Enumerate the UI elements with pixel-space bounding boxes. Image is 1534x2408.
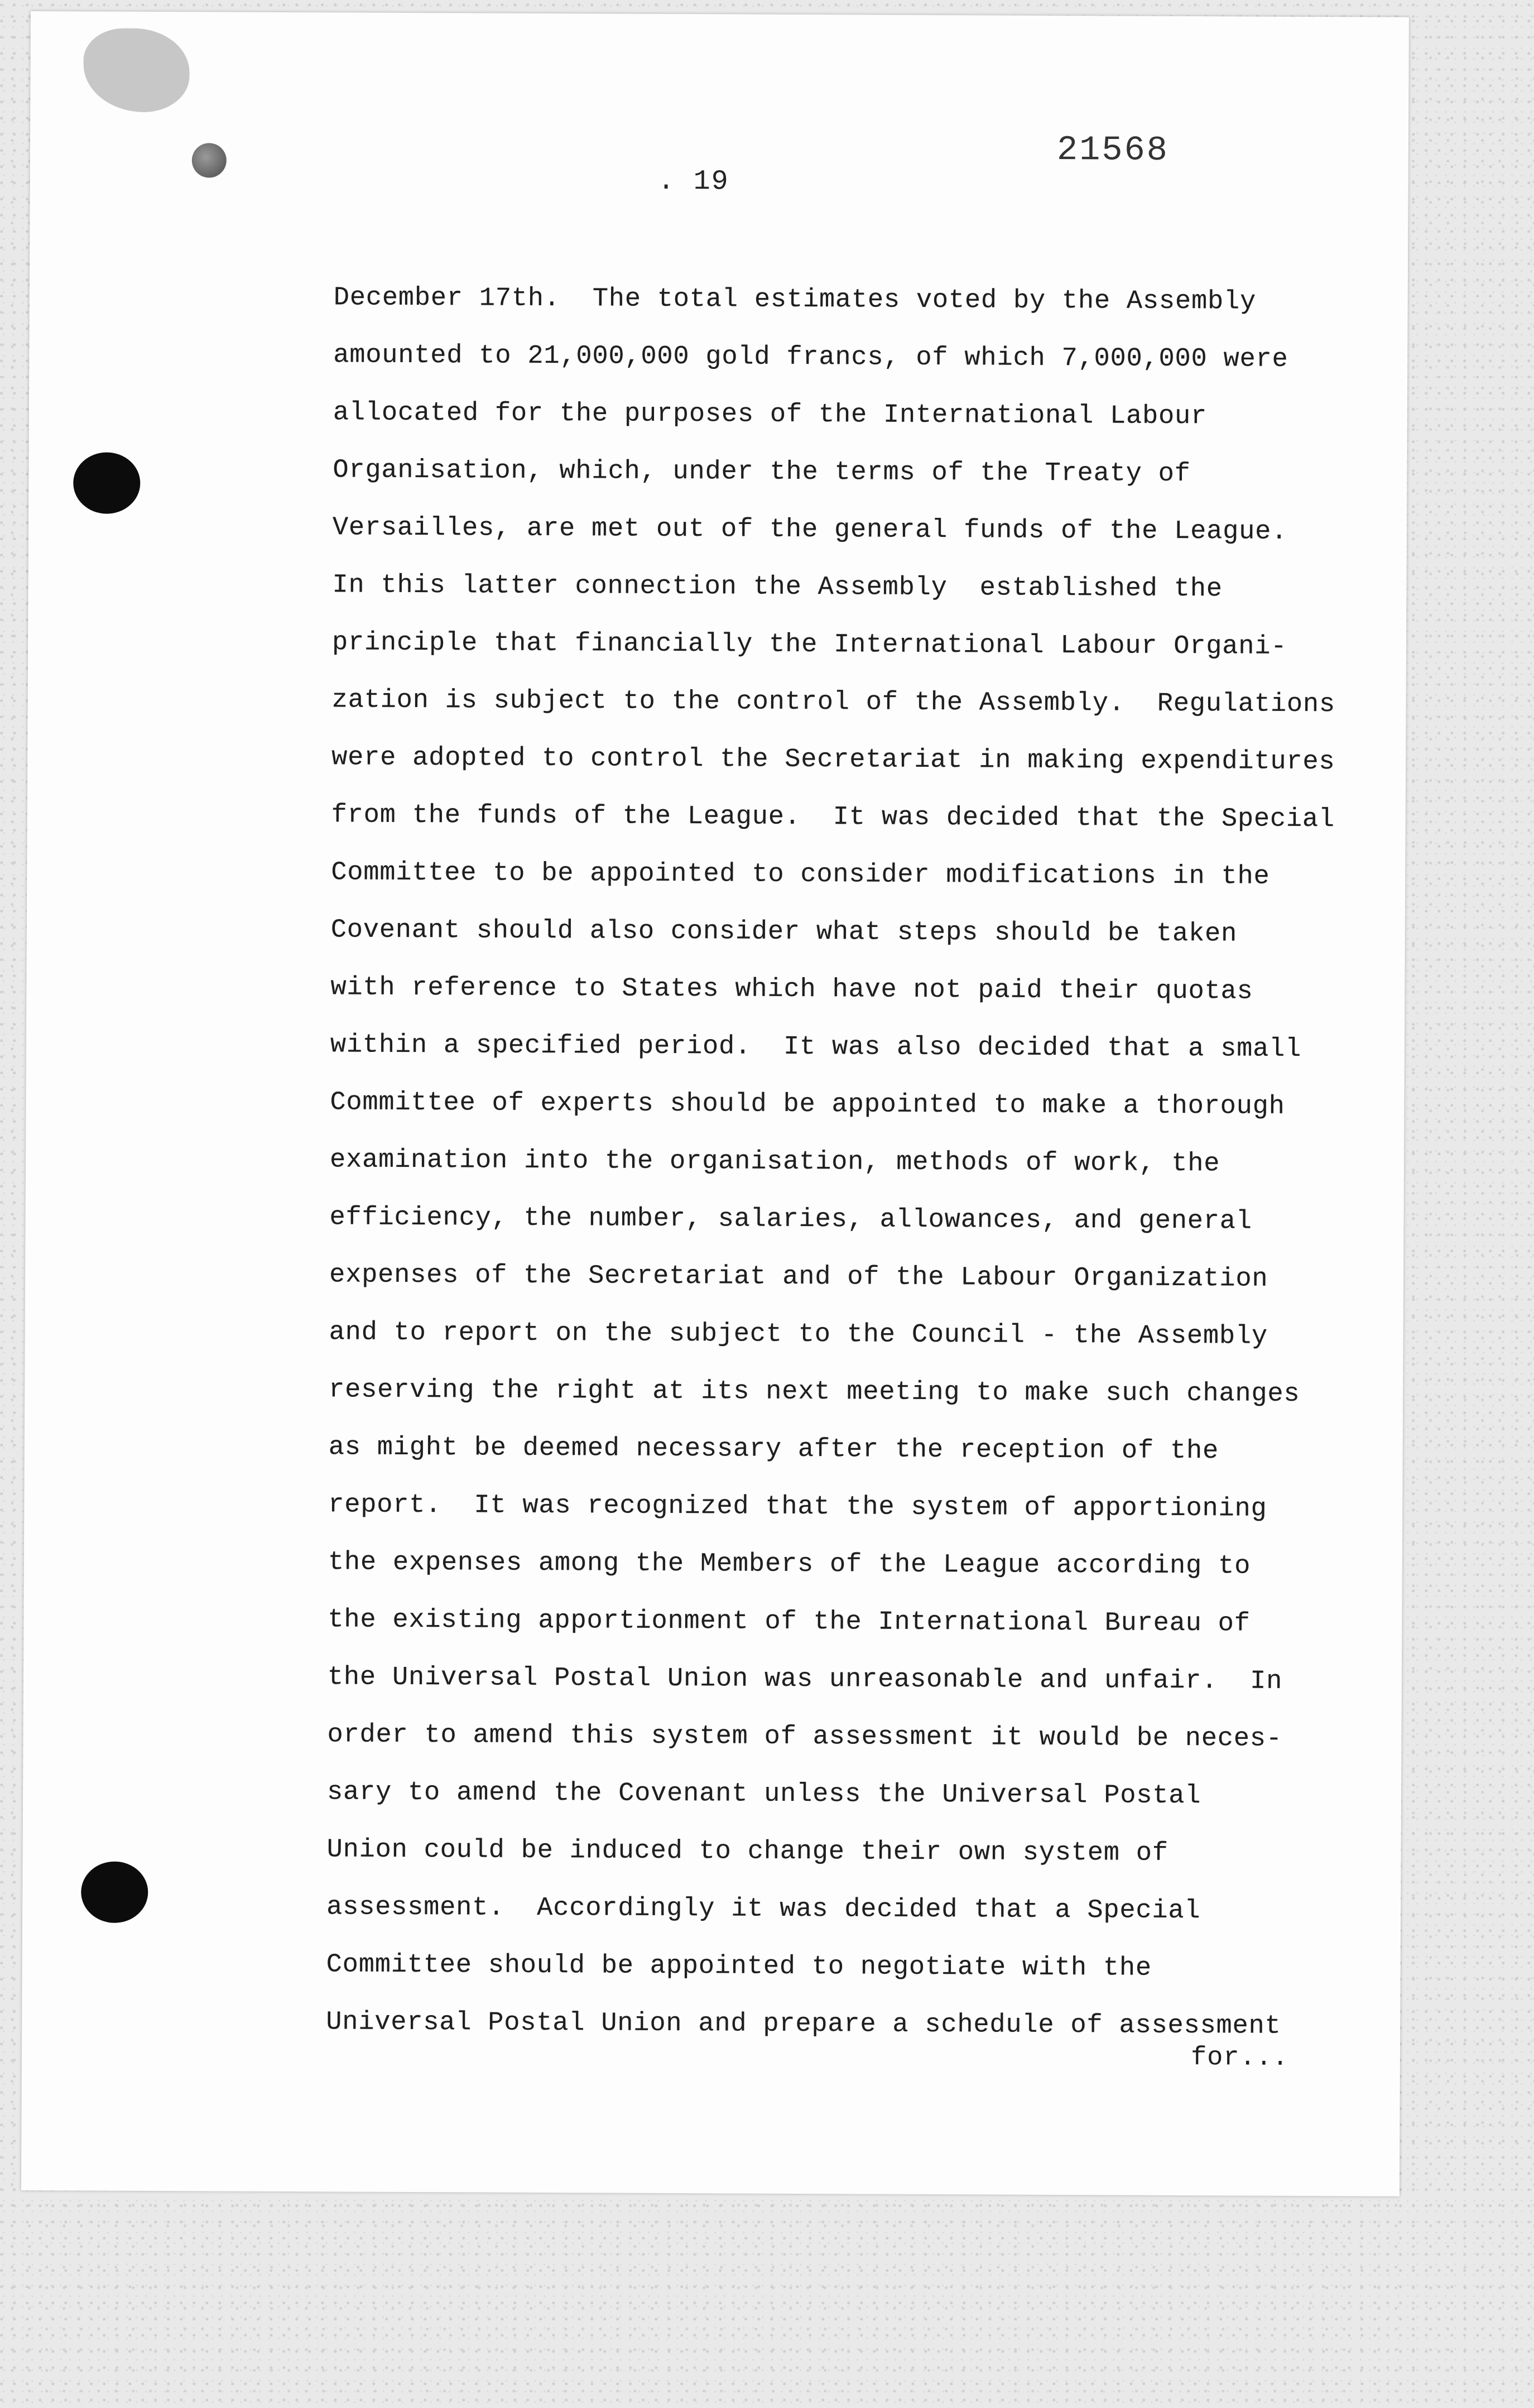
text-line: examination into the organisation, methods of work, the <box>329 1145 1220 1179</box>
text-line: Versailles, are met out of the general funds of the League. <box>332 513 1288 547</box>
body-text <box>326 269 1416 2055</box>
text-line: sary to amend the Covenant unless the Universal Postal <box>326 1777 1201 1811</box>
text-line: were adopted to control the Secretariat in making expenditures <box>331 743 1335 777</box>
text-line: with reference to States which have not paid their quotas <box>330 973 1253 1007</box>
text-line: within a specified period. It was also decided that a small <box>330 1030 1302 1064</box>
text-line: zation is subject to the control of the Assembly. Regulations <box>331 685 1336 720</box>
text-line: from the funds of the League. It was decided that the Special <box>331 800 1335 835</box>
text-line: Organisation, which, under the terms of the Treaty of <box>333 455 1191 489</box>
text-line: amounted to 21,000,000 gold francs, of which 7,000,000 were <box>333 340 1288 374</box>
text-line: reserving the right at its next meeting to make such changes <box>329 1375 1300 1409</box>
text-line: Union could be induced to change their own system of <box>326 1835 1168 1868</box>
page-number: . 19 <box>657 165 729 198</box>
text-line: report. It was recognized that the system of apportioning <box>328 1490 1267 1524</box>
punch-hole-lower <box>81 1861 148 1923</box>
torn-corner <box>83 28 190 112</box>
text-line: assessment. Accordingly it was decided that a Special <box>326 1892 1201 1926</box>
catchword: for... <box>1190 2043 1289 2073</box>
text-line: December 17th. The total estimates voted by the Assembly <box>333 283 1257 317</box>
document-page <box>21 11 1409 2196</box>
text-line: Universal Postal Union and prepare a schedule of assessment <box>326 2007 1281 2041</box>
text-line: the existing apportionment of the International Bureau of <box>328 1605 1251 1639</box>
text-line: Committee to be appointed to consider modifications in the <box>331 858 1270 892</box>
text-line: efficiency, the number, salaries, allowances, and general <box>329 1203 1252 1237</box>
punch-hole-upper <box>73 452 140 514</box>
text-line: Committee should be appointed to negotiate with the <box>326 1950 1152 1983</box>
document-number: 21568 <box>1056 130 1170 170</box>
text-line: allocated for the purposes of the International Labour <box>333 398 1208 432</box>
text-line: principle that financially the International Labour Organi- <box>331 628 1287 662</box>
text-line: as might be deemed necessary after the reception of the <box>328 1433 1219 1467</box>
text-line: the Universal Postal Union was unreasonable and unfair. In <box>327 1662 1283 1696</box>
text-line: In this latter connection the Assembly established the <box>332 570 1223 604</box>
text-line: expenses of the Secretariat and of the Labour Organization <box>329 1260 1268 1294</box>
text-line: Committee of experts should be appointed to make a thorough <box>330 1088 1285 1122</box>
staple-mark <box>192 143 227 177</box>
text-line: order to amend this system of assessment it would be neces- <box>327 1720 1282 1754</box>
text-line: the expenses among the Members of the League according to <box>328 1547 1251 1582</box>
text-line: Covenant should also consider what steps should be taken <box>330 915 1238 949</box>
text-line: and to report on the subject to the Council - the Assembly <box>329 1318 1268 1352</box>
